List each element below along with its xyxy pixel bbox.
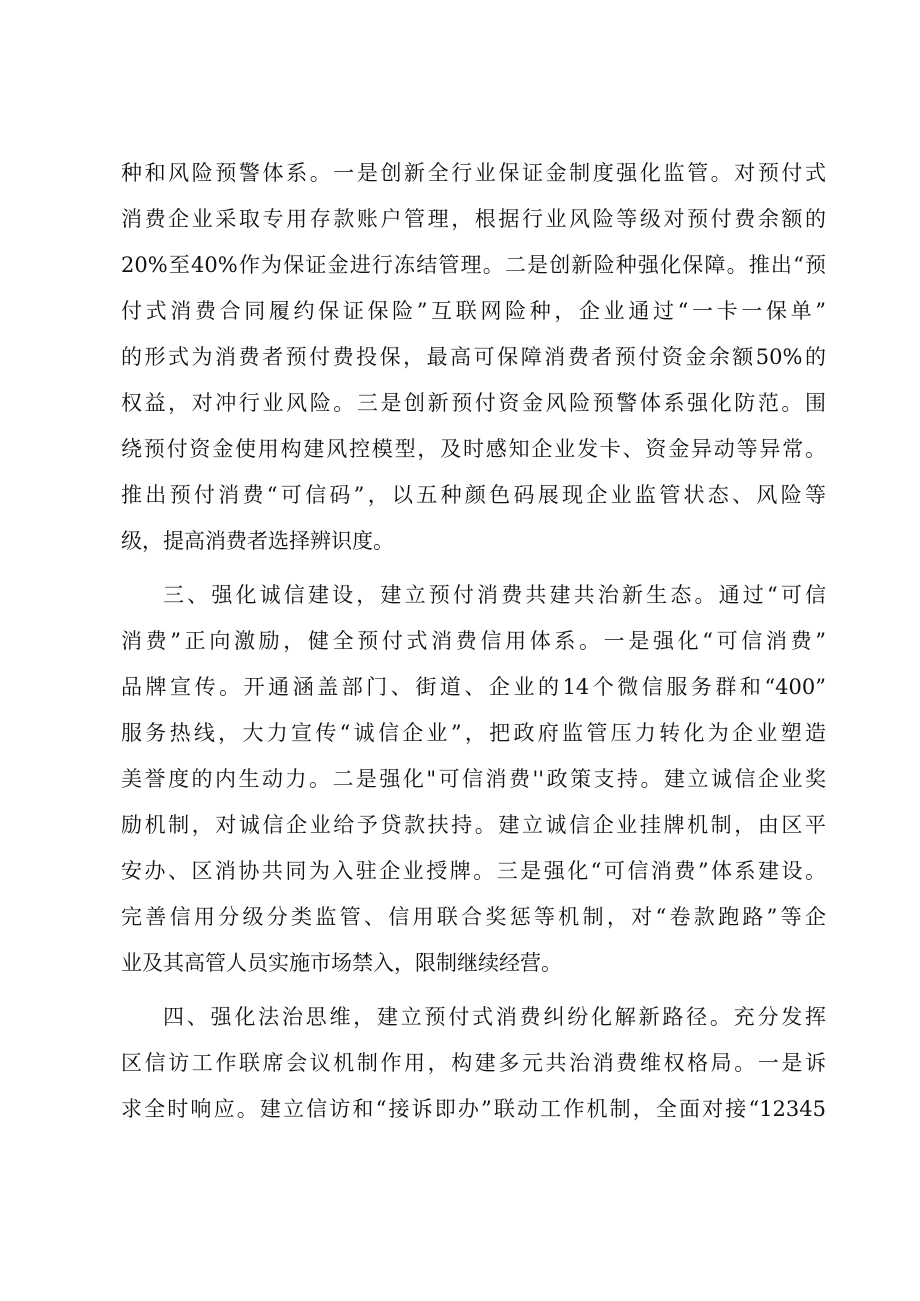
- text-line: 服务热线，大力宣传“诚信企业”，把政府监管压力转化为企业塑造: [121, 721, 826, 745]
- paragraph-prepaid-risk-warning: [121, 150, 826, 564]
- section-heading-line: 四、强化法治思维，建立预付式消费纠纷化解新路径。充分发挥: [163, 1005, 826, 1029]
- text-line: 求全时响应。建立信访和“接诉即办”联动工作机制，全面对接“12345: [121, 1097, 826, 1121]
- section-heading-line: 三、强化诚信建设，建立预付消费共建共治新生态。通过“可信: [163, 583, 826, 607]
- text-line: 20%至40%作为保证金进行冻结管理。二是创新险种强化保障。推出“预: [121, 253, 826, 277]
- document-body: [121, 150, 826, 1132]
- text-line: 安办、区消协共同为入驻企业授牌。三是强化“可信消费”体系建设。: [121, 859, 826, 883]
- paragraph-rule-of-law: [121, 994, 826, 1132]
- text-line: 消费企业采取专用存款账户管理，根据行业风险等级对预付费余额的: [121, 207, 826, 231]
- text-line: 的形式为消费者预付费投保，最高可保障消费者预付资金余额50%的: [121, 345, 826, 369]
- text-line: 绕预付资金使用构建风控模型，及时感知企业发卡、资金异动等异常。: [121, 437, 826, 461]
- text-line: 付式消费合同履约保证保险”互联网险种，企业通过“一卡一保单”: [121, 299, 826, 323]
- text-line: 推出预付消费“可信码”，以五种颜色码展现企业监管状态、风险等: [121, 483, 826, 507]
- text-line: 级，提高消费者选择辨识度。: [121, 529, 394, 553]
- text-line: 业及其高管人员实施市场禁入，限制继续经营。: [121, 951, 562, 975]
- text-line: 消费”正向激励，健全预付式消费信用体系。一是强化“可信消费”: [121, 629, 826, 653]
- text-line: 励机制，对诚信企业给予贷款扶持。建立诚信企业挂牌机制，由区平: [121, 813, 826, 837]
- text-line: 美誉度的内生动力。二是强化"可信消费''政策支持。建立诚信企业奖: [121, 767, 826, 791]
- text-line: 区信访工作联席会议机制作用，构建多元共治消费维权格局。一是诉: [121, 1051, 826, 1075]
- text-line: 种和风险预警体系。一是创新全行业保证金制度强化监管。对预付式: [121, 161, 826, 185]
- text-line: 权益，对冲行业风险。三是创新预付资金风险预警体系强化防范。围: [121, 391, 826, 415]
- paragraph-integrity-building: [121, 572, 826, 986]
- text-line: 品牌宣传。开通涵盖部门、街道、企业的14个微信服务群和“400”: [121, 675, 826, 699]
- text-line: 完善信用分级分类监管、信用联合奖惩等机制，对“卷款跑路”等企: [121, 905, 826, 929]
